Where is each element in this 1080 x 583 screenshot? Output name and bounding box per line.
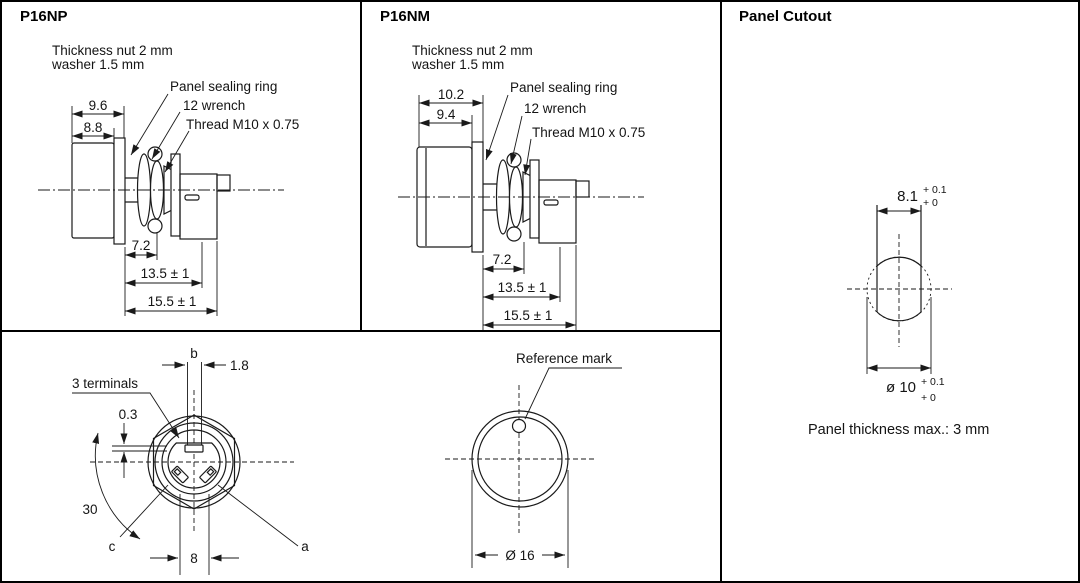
p16nm-dim-bushing: 7.2 (492, 252, 512, 267)
reference-mark-leader (525, 368, 622, 419)
panel-thickness-note: Panel thickness max.: 3 mm (808, 422, 990, 438)
terminal-b-pad (185, 445, 203, 452)
panel-p16np (2, 2, 360, 330)
pot-body (539, 180, 576, 243)
panel-cutout-section (722, 2, 1078, 581)
p16np-label-sealing: Panel sealing ring (170, 79, 278, 94)
body-slot (185, 195, 199, 200)
p16np-dim-knob-total: 9.6 (88, 98, 108, 113)
cutout-dim-flat: 8.1 (897, 188, 918, 205)
body-slot (544, 200, 558, 205)
p16np-dim-bushing: 7.2 (131, 238, 151, 253)
panel-cutout-drawing (722, 2, 1078, 581)
rear-dim-pin-width: 1.8 (230, 358, 249, 373)
knurled-knob (72, 143, 114, 238)
p16np-side-view-drawing (2, 2, 360, 330)
p16np-title: P16NP (20, 8, 68, 25)
mounting-flange (171, 154, 180, 236)
cutout-dim-hole-tol-upper: + 0.1 (921, 376, 945, 388)
cutout-dim-hole-tol-lower: + 0 (921, 392, 936, 404)
front-crosshair (445, 385, 595, 533)
terminal-a-leader (218, 485, 298, 546)
rear-dim-spacing: 8 (190, 551, 198, 566)
knob-collar (114, 138, 125, 244)
p16nm-side-view-drawing (362, 2, 720, 330)
mounting-flange (530, 160, 539, 238)
p16nm-label-thread: Thread M10 x 0.75 (532, 125, 646, 140)
p16np-dim-depth-total: 15.5 ± 1 (147, 294, 197, 309)
rear-dim-offset: 0.3 (118, 407, 138, 422)
cutout-dim-flat-tol-upper: + 0.1 (923, 184, 947, 196)
p16nm-dim-depth-mid: 13.5 ± 1 (497, 280, 547, 295)
rear-label-terminals: 3 terminals (72, 376, 139, 391)
cutout-dim-flat-tol-lower: + 0 (923, 197, 938, 209)
nut-facet-bottom (148, 219, 162, 233)
cutout-crosshair (847, 234, 952, 347)
dim-0-3 (112, 423, 167, 478)
front-dim-diameter: Ø 16 (505, 548, 535, 563)
row-divider (2, 330, 722, 332)
cutout-dim-hole: ø 10 (885, 379, 916, 396)
pot-body (180, 174, 217, 239)
nut-facet-bottom (507, 227, 521, 241)
p16nm-dim-knob-total: 10.2 (437, 87, 465, 102)
p16nm-dim-depth-total: 15.5 ± 1 (503, 308, 553, 323)
rear-dim-angle: 30 (82, 502, 98, 517)
p16nm-title: P16NM (380, 8, 431, 25)
bottom-views-drawing (2, 332, 720, 581)
reference-mark-dot (513, 420, 526, 433)
rear-label-c: c (108, 539, 116, 554)
p16np-label-wrench: 12 wrench (183, 98, 246, 113)
p16np-dim-knob-body: 8.8 (83, 120, 103, 135)
terminal-c-leader (120, 485, 168, 537)
front-view-drawing (445, 351, 622, 568)
rear-label-a: a (301, 539, 309, 554)
terminal-a-pad (200, 466, 217, 483)
p16nm-note-line1: Thickness nut 2 mm (412, 43, 533, 58)
p16nm-label-sealing: Panel sealing ring (510, 80, 618, 95)
front-label-reference: Reference mark (516, 351, 613, 366)
panel-cutout-title: Panel Cutout (739, 8, 832, 25)
column-divider-1 (360, 2, 362, 332)
p16np-note-line2: washer 1.5 mm (52, 57, 145, 72)
p16nm-dim-knob-body: 9.4 (436, 107, 456, 122)
p16np-label-thread: Thread M10 x 0.75 (186, 117, 300, 132)
rear-view-drawing (72, 346, 309, 575)
p16np-dim-depth-mid: 13.5 ± 1 (140, 266, 190, 281)
terminal-lug (576, 181, 589, 197)
p16nm-note-line2: washer 1.5 mm (412, 57, 505, 72)
rear-label-b: b (190, 346, 198, 361)
column-divider-2 (720, 2, 722, 581)
panel-bottom-views (2, 332, 720, 581)
p16nm-label-wrench: 12 wrench (524, 101, 587, 116)
terminal-c-pad (172, 466, 189, 483)
p16np-note-line1: Thickness nut 2 mm (52, 43, 173, 58)
terminal-lug (217, 175, 230, 191)
nut-facet-top (507, 153, 521, 167)
panel-p16nm (362, 2, 720, 330)
